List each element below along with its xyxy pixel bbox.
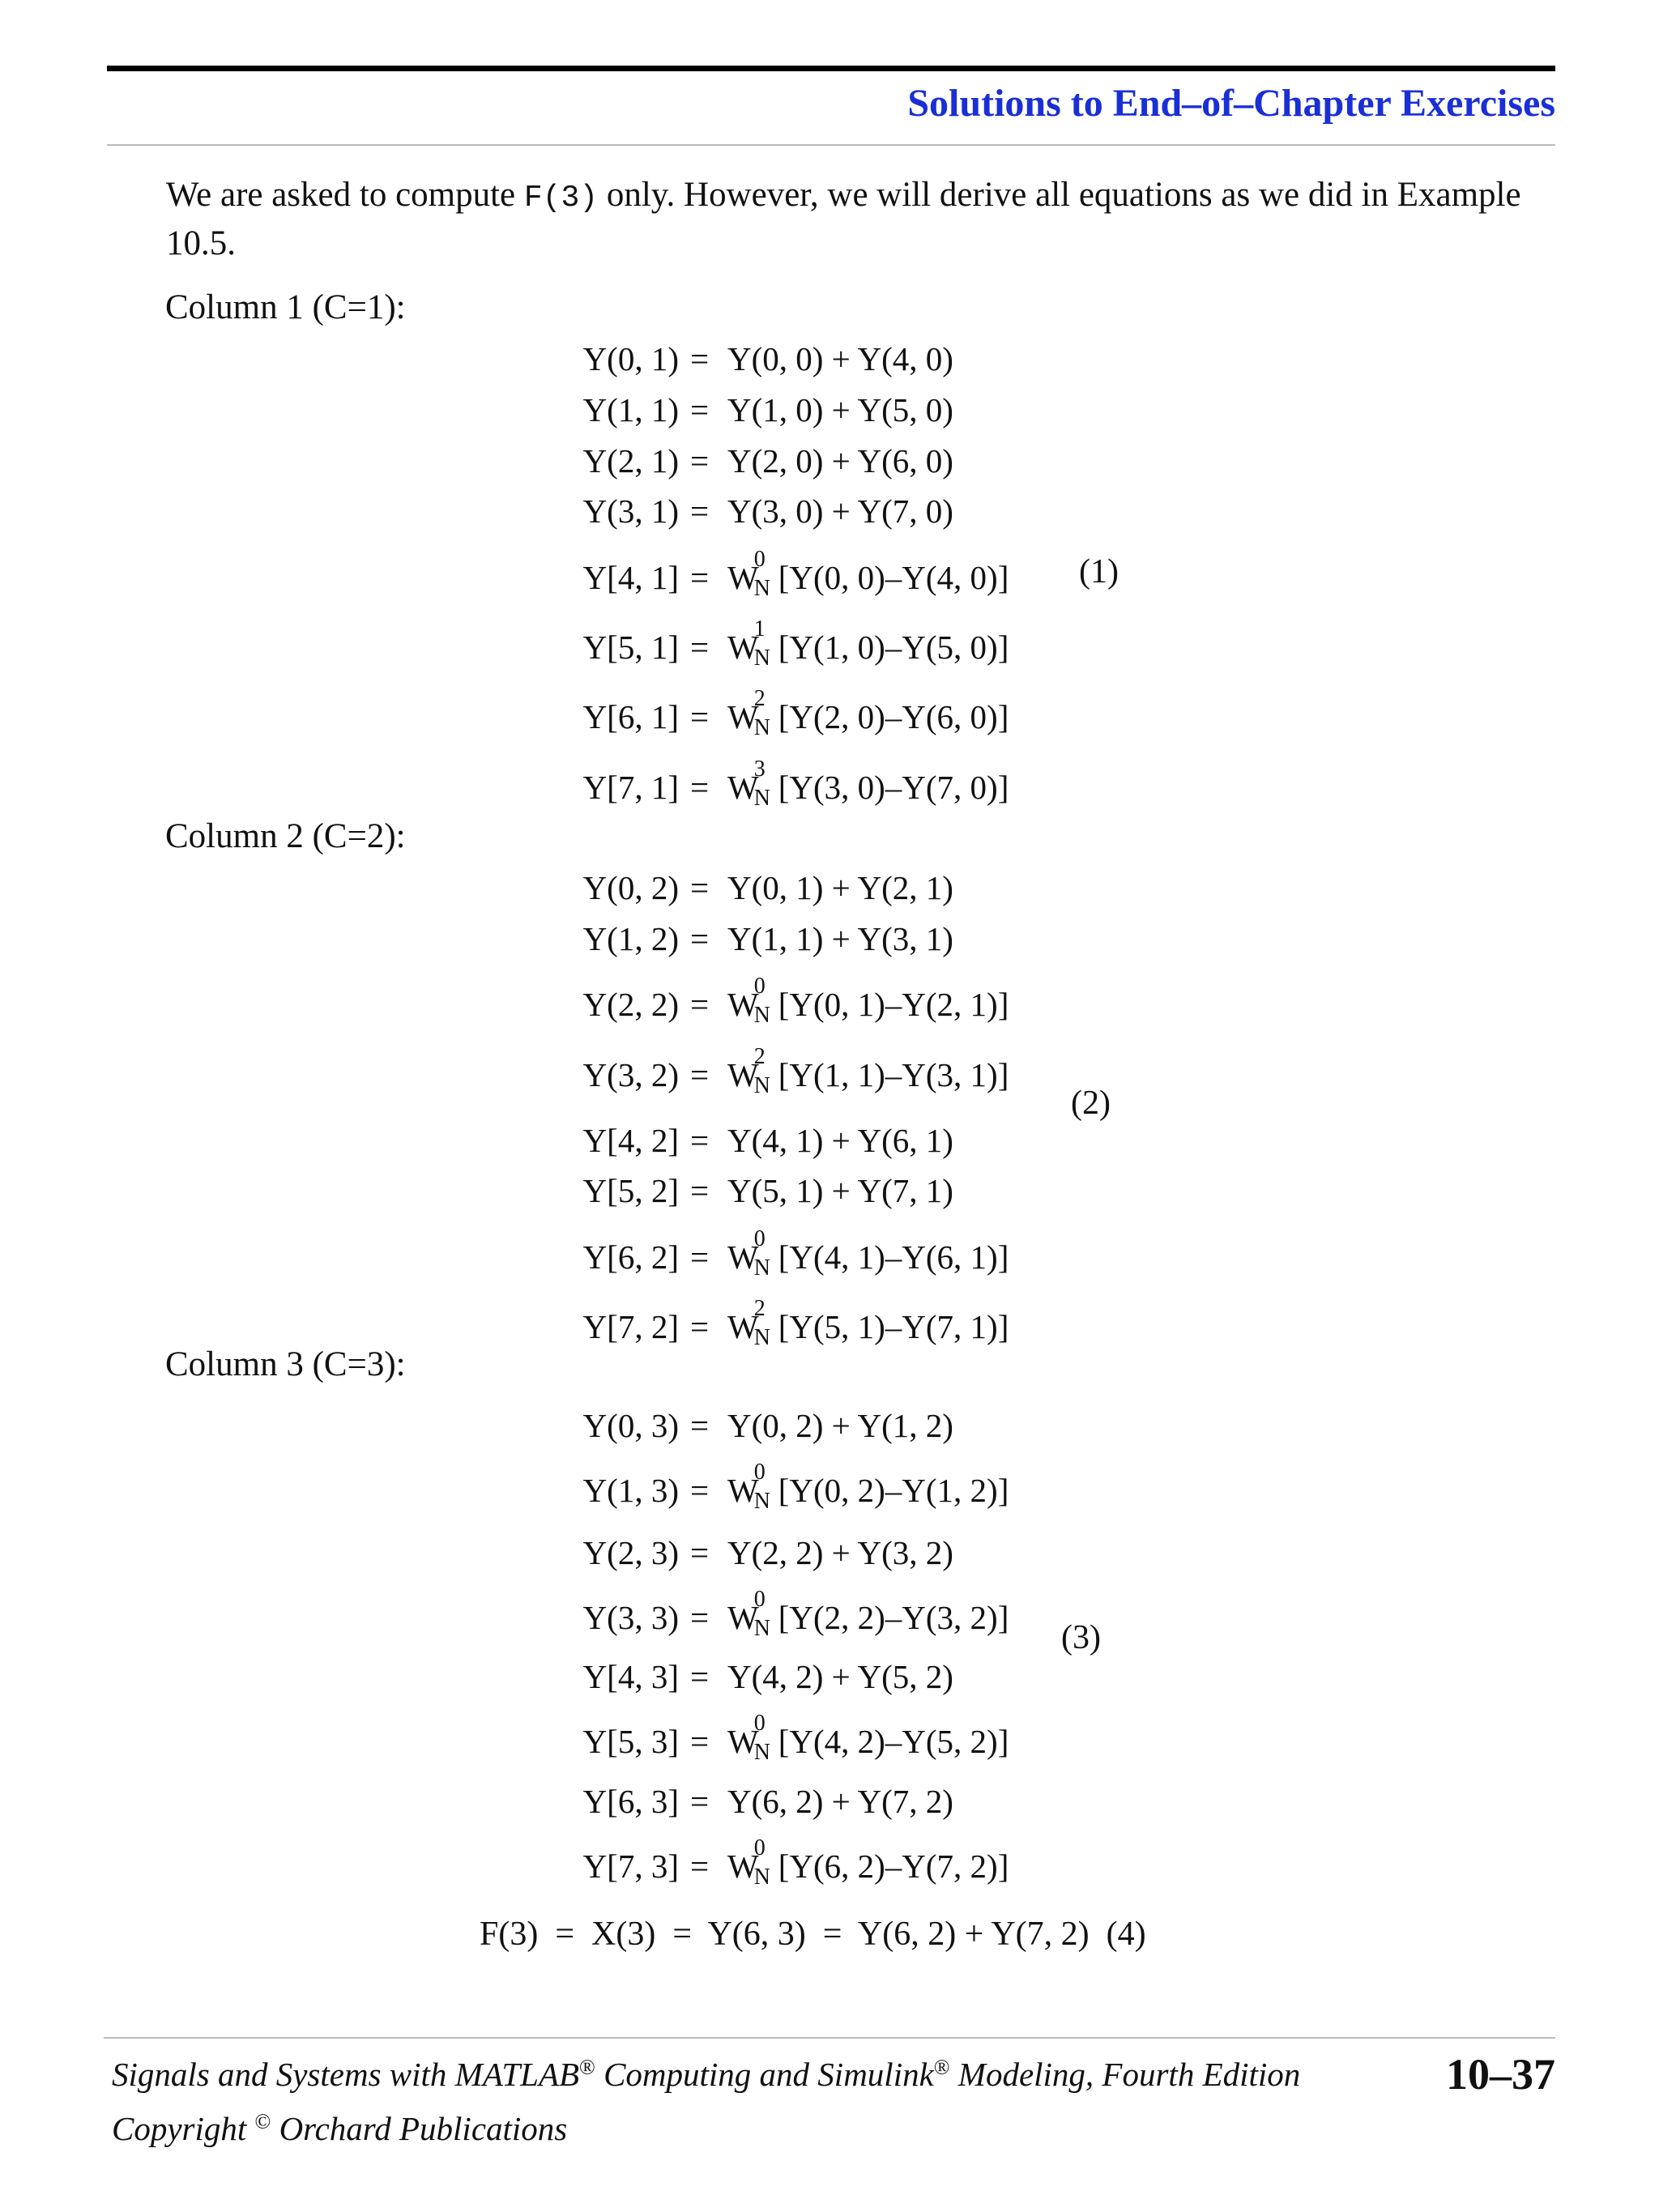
equation-row — [0, 914, 1659, 963]
twiddle-exponent: 1 — [753, 616, 766, 641]
twiddle-base: W — [727, 698, 759, 735]
column-3-label: Column 3 (C=3): — [165, 1345, 406, 1383]
equation-lhs: Y(1, 2) — [582, 920, 679, 957]
twiddle-subscript: N — [753, 576, 770, 601]
equals-sign: = — [690, 1658, 710, 1695]
equation-rhs-text: Y(1, 1) + Y(3, 1) — [727, 920, 953, 957]
equation-rhs — [727, 437, 953, 485]
equation-rhs-text: [Y(5, 1)–Y(7, 1)] — [778, 1308, 1009, 1345]
equation-number-4: (4) — [1106, 1916, 1146, 1953]
intro-text-before: We are asked to compute — [166, 176, 524, 214]
equation-number-3: (3) — [1061, 1619, 1101, 1656]
twiddle-exponent: 2 — [753, 686, 766, 711]
footer-copyright — [112, 2109, 567, 2148]
equation-rhs-text: [Y(4, 2)–Y(5, 2)] — [778, 1723, 1009, 1760]
equals-sign: = — [690, 1534, 710, 1571]
equals-sign: = — [690, 698, 710, 735]
equation-rhs — [727, 1777, 953, 1826]
equation-rhs-text: Y(4, 2) + Y(5, 2) — [727, 1658, 953, 1695]
registered-mark: ® — [933, 2055, 950, 2079]
twiddle-exponent: 0 — [753, 1711, 766, 1736]
intro-paragraph — [166, 173, 1555, 266]
twiddle-factor — [727, 616, 770, 671]
equation-lhs: Y(0, 3) — [582, 1407, 679, 1444]
equation-row — [0, 1587, 1659, 1642]
equation-rhs — [727, 1166, 953, 1215]
twiddle-base: W — [727, 1848, 759, 1885]
equation-row — [0, 1835, 1659, 1890]
twiddle-factor — [727, 1226, 770, 1281]
final-expression: F(3) = X(3) = Y(6, 3) = Y(6, 2) + Y(7, 2) — [480, 1916, 1090, 1953]
equation-row — [0, 1711, 1659, 1766]
equation-row — [0, 1777, 1659, 1826]
equation-lhs: Y[6, 1] — [582, 698, 679, 735]
equation-rhs-text: Y(0, 2) + Y(1, 2) — [727, 1407, 953, 1444]
equation-rhs — [727, 1460, 1009, 1515]
equation-rhs — [727, 757, 1009, 812]
twiddle-base: W — [727, 986, 759, 1023]
footer-rule — [104, 2037, 1555, 2039]
equation-lhs: Y(3, 1) — [582, 492, 679, 530]
twiddle-base: W — [727, 1056, 759, 1093]
twiddle-factor — [727, 1711, 770, 1766]
twiddle-factor — [727, 974, 770, 1029]
intro-text-after: only. However, we will derive all equations as we did in Example 10.5. — [166, 176, 1521, 262]
equation-row — [0, 616, 1659, 671]
equation-rhs-text: [Y(0, 0)–Y(4, 0)] — [778, 559, 1009, 596]
book-title-part2: Computing and Simulink — [595, 2056, 934, 2093]
equation-rhs — [727, 1587, 1009, 1642]
equation-row — [0, 1226, 1659, 1281]
equation-rhs-text: Y(2, 2) + Y(3, 2) — [727, 1534, 953, 1571]
equation-rhs — [727, 1296, 1009, 1351]
equals-sign: = — [690, 629, 710, 666]
equation-number-1: (1) — [1079, 553, 1119, 590]
twiddle-subscript: N — [753, 1865, 770, 1890]
equals-sign: = — [690, 1308, 710, 1345]
equals-sign: = — [690, 340, 710, 377]
equation-rhs-text: [Y(4, 1)–Y(6, 1)] — [778, 1238, 1009, 1276]
twiddle-factor — [727, 757, 770, 812]
equation-row — [0, 487, 1659, 535]
header-rule — [107, 144, 1555, 146]
equation-rhs — [727, 1044, 1009, 1099]
top-rule — [107, 66, 1555, 71]
equals-sign: = — [690, 1848, 710, 1885]
twiddle-factor — [727, 1044, 770, 1099]
equation-rhs-text: Y(1, 0) + Y(5, 0) — [727, 391, 953, 428]
twiddle-base: W — [727, 1238, 759, 1276]
equation-rhs-text: Y(0, 1) + Y(2, 1) — [727, 869, 953, 906]
equation-rhs — [727, 547, 1009, 602]
equation-lhs: Y[4, 3] — [582, 1658, 679, 1695]
equation-rhs-text: [Y(0, 2)–Y(1, 2)] — [778, 1472, 1009, 1509]
intro-code: F(3) — [523, 181, 599, 215]
twiddle-factor — [727, 1835, 770, 1890]
equation-lhs: Y(1, 1) — [582, 391, 679, 428]
equation-rhs — [727, 1652, 953, 1701]
equation-row — [0, 1401, 1659, 1450]
equation-row — [0, 686, 1659, 741]
equation-lhs: Y(2, 1) — [582, 442, 679, 479]
equation-rhs — [727, 1401, 953, 1450]
footer-book-title — [112, 2055, 1300, 2094]
equation-number-2: (2) — [1071, 1085, 1111, 1122]
equals-sign: = — [690, 769, 710, 806]
twiddle-base: W — [727, 1472, 759, 1509]
twiddle-subscript: N — [753, 1616, 770, 1641]
page-header-title: Solutions to End–of–Chapter Exercises — [907, 82, 1555, 125]
equation-lhs: Y[5, 2] — [582, 1172, 679, 1209]
equation-rhs-text: Y(0, 0) + Y(4, 0) — [727, 340, 953, 377]
equation-rhs-text: [Y(1, 0)–Y(5, 0)] — [778, 629, 1009, 666]
equals-sign: = — [690, 1238, 710, 1276]
twiddle-subscript: N — [753, 1489, 770, 1514]
equation-rhs-text: Y(5, 1) + Y(7, 1) — [727, 1172, 953, 1209]
equation-rhs — [727, 487, 953, 535]
twiddle-subscript: N — [753, 1255, 770, 1281]
equation-lhs: Y[7, 3] — [582, 1848, 679, 1885]
book-title-part1: Signals and Systems with MATLAB — [112, 2056, 580, 2093]
twiddle-exponent: 2 — [753, 1044, 766, 1069]
twiddle-exponent: 0 — [753, 974, 766, 999]
equals-sign: = — [690, 1783, 710, 1820]
equation-lhs: Y[7, 2] — [582, 1308, 679, 1345]
equation-rhs — [727, 616, 1009, 671]
equation-rhs — [727, 1528, 953, 1577]
equation-rhs — [727, 1711, 1009, 1766]
twiddle-factor — [727, 1587, 770, 1642]
equation-row — [0, 863, 1659, 912]
twiddle-factor — [727, 1460, 770, 1515]
twiddle-base: W — [727, 769, 759, 806]
equation-rhs-text: [Y(3, 0)–Y(7, 0)] — [778, 769, 1009, 806]
equation-row — [0, 1460, 1659, 1515]
twiddle-subscript: N — [753, 1740, 770, 1765]
equation-rhs — [727, 335, 953, 383]
page-number: 10–37 — [1446, 2050, 1555, 2099]
equation-rhs-text: [Y(1, 1)–Y(3, 1)] — [778, 1056, 1009, 1093]
equation-rhs-text: Y(4, 1) + Y(6, 1) — [727, 1122, 953, 1159]
equals-sign: = — [690, 1172, 710, 1209]
twiddle-subscript: N — [753, 646, 770, 671]
equals-sign: = — [690, 1599, 710, 1636]
equation-rhs-text: [Y(2, 2)–Y(3, 2)] — [778, 1599, 1009, 1636]
twiddle-factor — [727, 547, 770, 602]
publisher: Orchard Publications — [279, 2110, 568, 2147]
twiddle-factor — [727, 686, 770, 741]
equation-rhs-text: [Y(2, 0)–Y(6, 0)] — [778, 698, 1009, 735]
twiddle-subscript: N — [753, 715, 770, 740]
equation-rhs-text: [Y(0, 1)–Y(2, 1)] — [778, 986, 1009, 1023]
equals-sign: = — [690, 869, 710, 906]
twiddle-base: W — [727, 1723, 759, 1760]
equals-sign: = — [690, 442, 710, 479]
equation-lhs: Y[5, 3] — [582, 1723, 679, 1760]
equals-sign: = — [690, 1723, 710, 1760]
equation-lhs: Y(0, 2) — [582, 869, 679, 906]
equals-sign: = — [690, 920, 710, 957]
twiddle-subscript: N — [753, 786, 770, 811]
equation-lhs: Y(1, 3) — [582, 1472, 679, 1509]
equation-lhs: Y(3, 2) — [582, 1056, 679, 1093]
equation-rhs — [727, 686, 1009, 741]
equation-rhs-text: Y(3, 0) + Y(7, 0) — [727, 492, 953, 530]
registered-mark: ® — [579, 2055, 595, 2079]
column-2-label: Column 2 (C=2): — [165, 817, 406, 855]
equation-row — [0, 1116, 1659, 1165]
twiddle-subscript: N — [753, 1073, 770, 1098]
equation-row — [0, 437, 1659, 485]
equation-lhs: Y[4, 1] — [582, 559, 679, 596]
equals-sign: = — [690, 1472, 710, 1509]
equation-lhs: Y[6, 2] — [582, 1238, 679, 1276]
equation-row — [0, 1296, 1659, 1351]
equation-row — [0, 547, 1659, 602]
equation-row — [0, 1652, 1659, 1701]
equation-row — [0, 335, 1659, 383]
twiddle-base: W — [727, 629, 759, 666]
equation-rhs — [727, 1116, 953, 1165]
twiddle-exponent: 0 — [753, 1460, 766, 1485]
equation-lhs: Y(2, 3) — [582, 1534, 679, 1571]
twiddle-base: W — [727, 1599, 759, 1636]
equation-row — [0, 1166, 1659, 1215]
equation-rhs — [727, 386, 953, 434]
equals-sign: = — [690, 492, 710, 530]
twiddle-base: W — [727, 1308, 759, 1345]
twiddle-subscript: N — [753, 1325, 770, 1350]
twiddle-exponent: 0 — [753, 1587, 766, 1612]
equation-lhs: Y[4, 2] — [582, 1122, 679, 1159]
equation-lhs: Y[5, 1] — [582, 629, 679, 666]
equation-rhs — [727, 1226, 1009, 1281]
equation-row — [0, 1044, 1659, 1099]
equation-lhs: Y(0, 1) — [582, 340, 679, 377]
equation-rhs-text: Y(2, 0) + Y(6, 0) — [727, 442, 953, 479]
equation-lhs: Y(2, 2) — [582, 986, 679, 1023]
twiddle-exponent: 0 — [753, 547, 766, 572]
equals-sign: = — [690, 986, 710, 1023]
twiddle-factor — [727, 1296, 770, 1351]
equation-row — [0, 974, 1659, 1029]
equation-lhs: Y[6, 3] — [582, 1783, 679, 1820]
equation-row — [0, 757, 1659, 812]
twiddle-exponent: 3 — [753, 757, 766, 782]
twiddle-exponent: 0 — [753, 1226, 766, 1251]
twiddle-subscript: N — [753, 1003, 770, 1028]
equation-rhs — [727, 914, 953, 963]
copyright-word: Copyright — [112, 2110, 247, 2147]
equation-row — [0, 1528, 1659, 1577]
equals-sign: = — [690, 1056, 710, 1093]
equation-lhs: Y[7, 1] — [582, 769, 679, 806]
equation-rhs — [727, 974, 1009, 1029]
equals-sign: = — [690, 391, 710, 428]
book-title-part3: Modeling, Fourth Edition — [949, 2056, 1301, 2093]
equation-rhs — [727, 1835, 1009, 1890]
equation-rhs — [727, 863, 953, 912]
equation-row — [0, 386, 1659, 434]
column-1-label: Column 1 (C=1): — [165, 288, 406, 326]
equation-rhs-text: Y(6, 2) + Y(7, 2) — [727, 1783, 953, 1820]
twiddle-exponent: 2 — [753, 1296, 766, 1321]
equals-sign: = — [690, 559, 710, 596]
copyright-symbol: © — [254, 2109, 271, 2133]
equation-rhs-text: [Y(6, 2)–Y(7, 2)] — [778, 1848, 1009, 1885]
twiddle-exponent: 0 — [753, 1835, 766, 1860]
equals-sign: = — [690, 1122, 710, 1159]
final-equation — [480, 1910, 1146, 1958]
equation-lhs: Y(3, 3) — [582, 1599, 679, 1636]
equals-sign: = — [690, 1407, 710, 1444]
twiddle-base: W — [727, 559, 759, 596]
